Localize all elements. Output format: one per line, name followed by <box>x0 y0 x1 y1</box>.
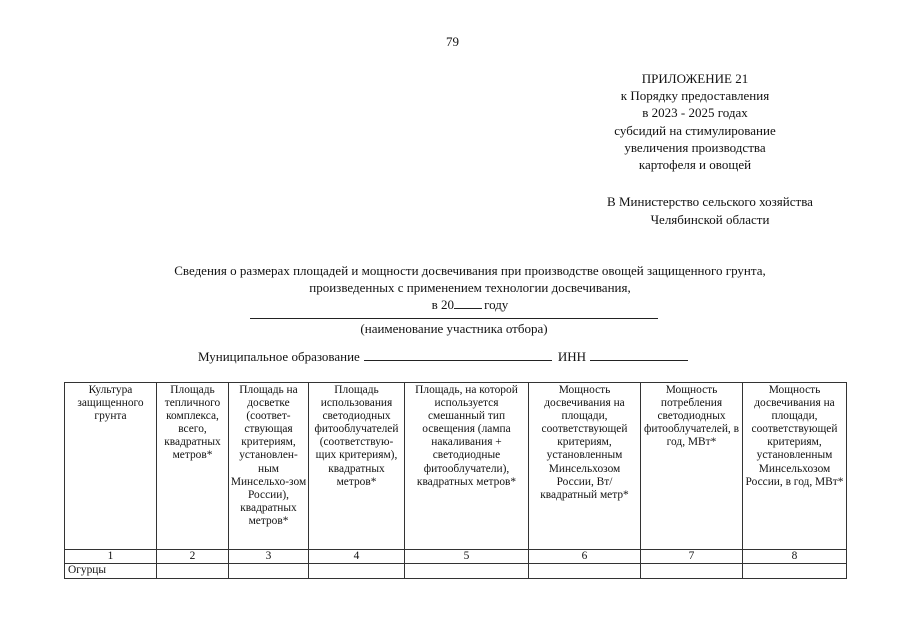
column-number: 3 <box>229 550 309 564</box>
inn-blank[interactable] <box>590 348 688 361</box>
year-suffix: году <box>484 297 509 312</box>
column-header: Площадь использования светодиодных фитооблучателей (соответствую-щих критериям), квадратных метров* <box>309 383 405 550</box>
participant-name-line[interactable] <box>250 318 658 319</box>
municipality-row <box>198 348 688 365</box>
column-header: Мощность потребления светодиодных фитооблучателей, в год, МВт* <box>641 383 743 550</box>
culture-cell: Огурцы <box>65 564 157 579</box>
column-number: 7 <box>641 550 743 564</box>
participant-field <box>250 318 658 337</box>
table-cell[interactable] <box>641 564 743 579</box>
appendix-line: ПРИЛОЖЕНИЕ 21 <box>641 71 749 86</box>
header-row <box>65 383 847 550</box>
column-number: 1 <box>65 550 157 564</box>
appendix-block <box>560 70 830 173</box>
table-row <box>65 564 847 579</box>
participant-caption: (наименование участника отбора) <box>360 321 548 336</box>
column-number: 8 <box>743 550 847 564</box>
document-title <box>60 262 880 313</box>
table-cell[interactable] <box>229 564 309 579</box>
title-line-2: произведенных с применением технологии досвечивания, <box>309 280 631 295</box>
page-number: 79 <box>446 34 459 49</box>
year-blank[interactable] <box>454 296 482 309</box>
title-line-1: Сведения о размерах площадей и мощности досвечивания при производстве овощей защищенного грунта, <box>174 263 766 278</box>
addressee-line: В Министерство сельского хозяйства <box>607 194 813 209</box>
title-year-line <box>60 296 880 313</box>
column-header: Мощность досвечивания на площади, соответствующей критериям, установленным Минсельхозом России, в год, МВт* <box>743 383 847 550</box>
inn-label: ИНН <box>557 349 586 364</box>
appendix-line: к Порядку предоставления <box>620 88 770 104</box>
appendix-line: увеличения производства <box>624 139 766 155</box>
data-table <box>64 382 847 579</box>
table-cell[interactable] <box>743 564 847 579</box>
appendix-line: картофеля и овощей <box>638 157 752 173</box>
column-number: 2 <box>157 550 229 564</box>
column-header: Площадь тепличного комплекса, всего, квадратных метров* <box>157 383 229 550</box>
municipality-blank[interactable] <box>364 348 552 361</box>
column-number: 6 <box>529 550 641 564</box>
table-cell[interactable] <box>529 564 641 579</box>
appendix-line: субсидий на стимулирование <box>614 122 776 138</box>
table-cell[interactable] <box>157 564 229 579</box>
column-number: 5 <box>405 550 529 564</box>
column-header: Мощность досвечивания на площади, соответствующей критериям, установленным Минсельхозом России, Вт/квадратный метр* <box>529 383 641 550</box>
column-header: Площадь на досветке (соответ-ствующая критериям, установлен-ным Минсельхо-зом России), квадратных метров* <box>229 383 309 550</box>
addressee-line: Челябинской области <box>650 211 770 227</box>
year-prefix: в 20 <box>431 297 455 312</box>
table-cell[interactable] <box>309 564 405 579</box>
addressee-block <box>560 193 860 228</box>
column-number-row <box>65 550 847 564</box>
column-header: Площадь, на которой используется смешанный тип освещения (лампа накаливания + светодиодные фитооблучатели), квадратных метров* <box>405 383 529 550</box>
municipality-label: Муниципальное образование <box>198 349 360 364</box>
appendix-line: в 2023 - 2025 годах <box>642 105 748 121</box>
table-cell[interactable] <box>405 564 529 579</box>
column-header: Культура защищенного грунта <box>65 383 157 550</box>
column-number: 4 <box>309 550 405 564</box>
